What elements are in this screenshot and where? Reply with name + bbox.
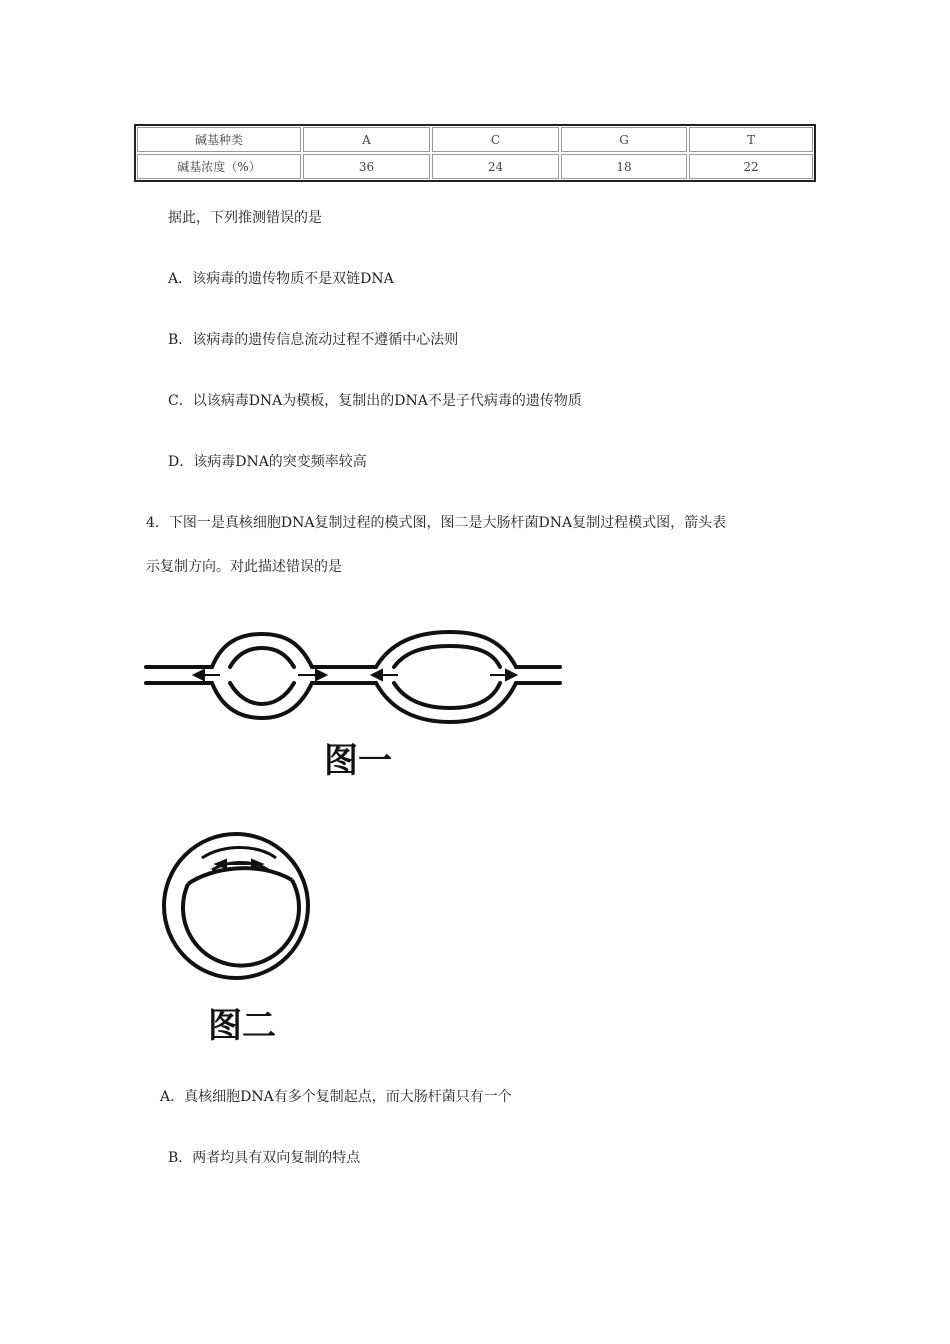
table-cell: 24: [432, 154, 559, 179]
base-concentration-table: [134, 124, 816, 182]
table-cell: 18: [561, 154, 687, 179]
q3-option-c: C．以该病毒DNA为模板，复制出的DNA不是子代病毒的遗传物质: [168, 393, 582, 409]
figure1-label: 图一: [324, 741, 392, 781]
table-cell: 22: [689, 154, 813, 179]
q3-option-d: D．该病毒DNA的突变频率较高: [168, 454, 367, 470]
q4-stem-line1: 4．下图一是真核细胞DNA复制过程的模式图，图二是大肠杆菌DNA复制过程模式图，箭头表: [146, 515, 727, 531]
table-header-cell: T: [689, 127, 813, 152]
table-header-cell: A: [303, 127, 430, 152]
q3-stem: 据此，下列推测错误的是: [168, 210, 322, 226]
table-header-cell: C: [432, 127, 559, 152]
q4-option-b: B．两者均具有双向复制的特点: [168, 1150, 361, 1166]
q3-option-b: B．该病毒的遗传信息流动过程不遵循中心法则: [168, 332, 459, 348]
table-header-cell: G: [561, 127, 687, 152]
table-header-cell: 碱基种类: [137, 127, 301, 152]
q4-stem-line2: 示复制方向。对此描述错误的是: [146, 559, 342, 575]
q4-option-a: A．真核细胞DNA有多个复制起点，而大肠杆菌只有一个: [160, 1089, 512, 1105]
table-cell: 36: [303, 154, 430, 179]
q3-option-a: A．该病毒的遗传物质不是双链DNA: [168, 271, 394, 287]
table-cell: 碱基浓度（%）: [137, 154, 301, 179]
figure2-label: 图二: [208, 1006, 276, 1046]
figure2-circular-replication: [158, 818, 318, 998]
